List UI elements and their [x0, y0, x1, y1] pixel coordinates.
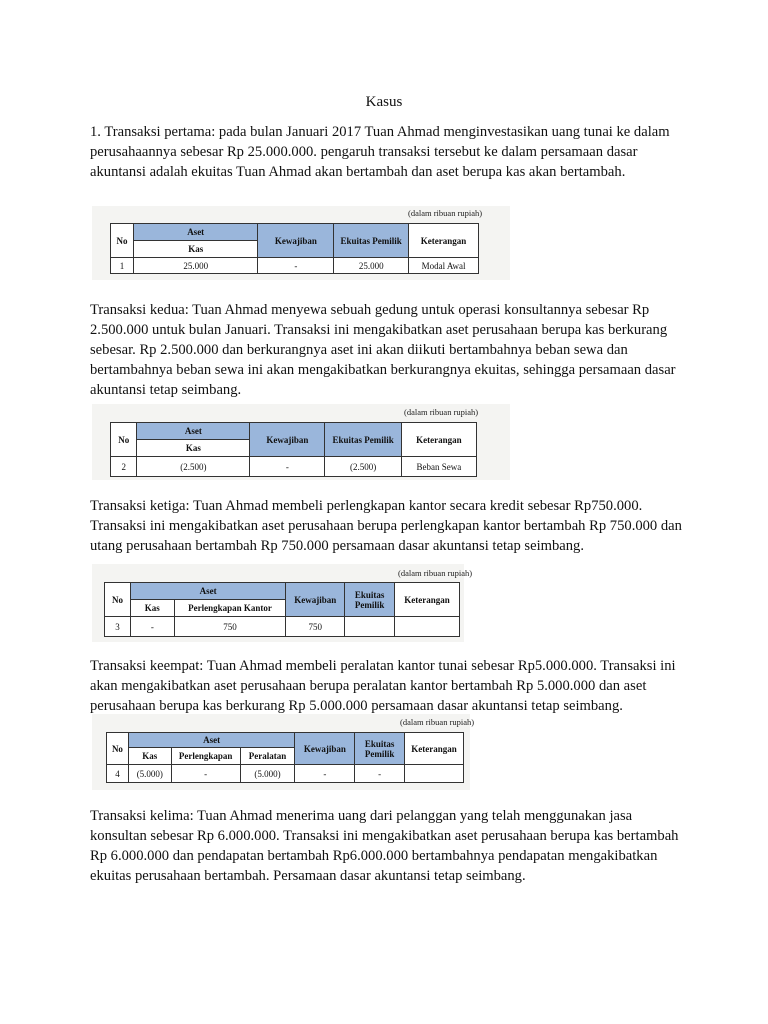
- header-kas: Kas: [130, 600, 174, 617]
- header-ekuitas-pemilik: [355, 733, 405, 765]
- table-3: [104, 582, 460, 637]
- header-no: No: [111, 224, 134, 258]
- table-2: [110, 422, 477, 477]
- header-keterangan: Keterangan: [395, 583, 460, 617]
- header-pemilik-line: Pemilik: [354, 599, 385, 610]
- table-4: [106, 732, 464, 783]
- table-4-cell-kas: (5.000): [128, 765, 171, 783]
- table-1-unit-note: (dalam ribuan rupiah): [408, 208, 483, 218]
- header-ekuitas-line: Ekuitas: [364, 738, 395, 749]
- table-1: [110, 223, 479, 274]
- table-4-unit-note: (dalam ribuan rupiah): [400, 717, 475, 727]
- header-perlengkapan: Perlengkapan: [171, 748, 240, 765]
- header-aset: Aset: [130, 583, 285, 600]
- header-keterangan: Keterangan: [405, 733, 464, 765]
- header-kewajiban: Kewajiban: [286, 583, 345, 617]
- header-no: No: [111, 423, 137, 457]
- header-kewajiban: Kewajiban: [250, 423, 325, 457]
- table-1-cell-ekuitas: 25.000: [334, 258, 409, 274]
- header-ekuitas-pemilik: [345, 583, 395, 617]
- header-kas: Kas: [128, 748, 171, 765]
- table-3-unit-note: (dalam ribuan rupiah): [398, 568, 473, 578]
- table-3-cell-no: 3: [105, 617, 131, 637]
- header-kewajiban: Kewajiban: [258, 224, 334, 258]
- table-2-cell-kas: (2.500): [137, 457, 250, 477]
- header-kas: Kas: [137, 440, 250, 457]
- table-2-cell-keterangan: Beban Sewa: [401, 457, 476, 477]
- paragraph-transaksi-2: Transaksi kedua: Tuan Ahmad menyewa sebuah gedung untuk operasi konsultannya sebesar Rp 2.500.000 untuk bulan Januari. Transaksi ini mengakibatkan aset perusahaan berupa kas berkurang sebesar. Rp 2.500.000 dan berkurangnya aset ini akan diikuti bertambahnya beban sewa dan bertambahnya beban sewa ini akan mengakibatkan berkurangnya ekuitas, sehingga persamaan dasar akuntansi tetap seimbang.: [90, 302, 676, 398]
- table-3-cell-ekuitas: [345, 617, 395, 637]
- paragraph-transaksi-4: Transaksi keempat: Tuan Ahmad membeli peralatan kantor tunai sebesar Rp5.000.000. Transaksi ini akan mengakibatkan aset perusahaan berupa peralatan kantor bertambah Rp 5.000.000 dan aset perusahaan berupa kas berkurang Rp 5.000.000 persamaan dasar akuntansi tetap seimbang.: [90, 658, 676, 714]
- header-aset: Aset: [133, 224, 258, 241]
- table-1-cell-kas: 25.000: [133, 258, 258, 274]
- table-4-cell-peralatan: (5.000): [240, 765, 295, 783]
- table-2-cell-kewajiban: -: [250, 457, 325, 477]
- table-4-cell-perlengkapan: -: [171, 765, 240, 783]
- table-4-cell-kewajiban: -: [295, 765, 355, 783]
- table-3-cell-perlengkapan-kantor: 750: [174, 617, 286, 637]
- table-2-unit-note: (dalam ribuan rupiah): [404, 407, 479, 417]
- header-ekuitas-line: Ekuitas: [354, 589, 385, 600]
- table-4-cell-ekuitas: -: [355, 765, 405, 783]
- document-title: Kasus: [365, 94, 403, 110]
- header-kas: Kas: [133, 241, 258, 258]
- header-no: No: [107, 733, 129, 765]
- table-3-cell-kewajiban: 750: [286, 617, 345, 637]
- header-ekuitas-pemilik: Ekuitas Pemilik: [325, 423, 401, 457]
- header-keterangan: Keterangan: [409, 224, 479, 258]
- table-2-cell-ekuitas: (2.500): [325, 457, 401, 477]
- header-perlengkapan-kantor: Perlengkapan Kantor: [174, 600, 286, 617]
- paragraph-transaksi-3: Transaksi ketiga: Tuan Ahmad membeli perlengkapan kantor secara kredit sebesar Rp750.000. Transaksi ini mengakibatkan aset perusahaan berupa perlengkapan kantor bertambah Rp 750.000 dan utang perusahaan bertambah Rp 750.000 persamaan dasar akuntansi tetap seimbang.: [90, 498, 682, 554]
- header-pemilik-line: Pemilik: [364, 748, 395, 759]
- header-aset: Aset: [137, 423, 250, 440]
- table-3-cell-keterangan: [395, 617, 460, 637]
- table-1-cell-kewajiban: -: [258, 258, 334, 274]
- paragraph-transaksi-1: 1. Transaksi pertama: pada bulan Januari 2017 Tuan Ahmad menginvestasikan uang tunai ke dalam perusahaannya sebesar Rp 25.000.000. pengaruh transaksi tersebut ke dalam persamaan dasar akuntansi adalah ekuitas Tuan Ahmad akan bertambah dan aset berupa kas akan bertambah.: [90, 124, 670, 180]
- header-aset: Aset: [128, 733, 295, 748]
- table-4-cell-no: 4: [107, 765, 129, 783]
- table-1-cell-keterangan: Modal Awal: [409, 258, 479, 274]
- table-4-cell-keterangan: [405, 765, 464, 783]
- table-1-cell-no: 1: [111, 258, 134, 274]
- header-ekuitas-pemilik: Ekuitas Pemilik: [334, 224, 409, 258]
- header-no: No: [105, 583, 131, 617]
- table-2-cell-no: 2: [111, 457, 137, 477]
- header-keterangan: Keterangan: [401, 423, 476, 457]
- table-3-cell-kas: -: [130, 617, 174, 637]
- paragraph-transaksi-5: Transaksi kelima: Tuan Ahmad menerima uang dari pelanggan yang telah menggunakan jasa konsultan sebesar Rp 6.000.000. Transaksi ini mengakibatkan aset perusahaan berupa kas bertambah Rp 6.000.000 dan pendapatan bertambah Rp6.000.000 bertambahnya pendapatan mengakibatkan ekuitas perusahaan bertambah. Persamaan dasar akuntansi tetap seimbang.: [90, 808, 679, 884]
- header-kewajiban: Kewajiban: [295, 733, 355, 765]
- header-peralatan: Peralatan: [240, 748, 295, 765]
